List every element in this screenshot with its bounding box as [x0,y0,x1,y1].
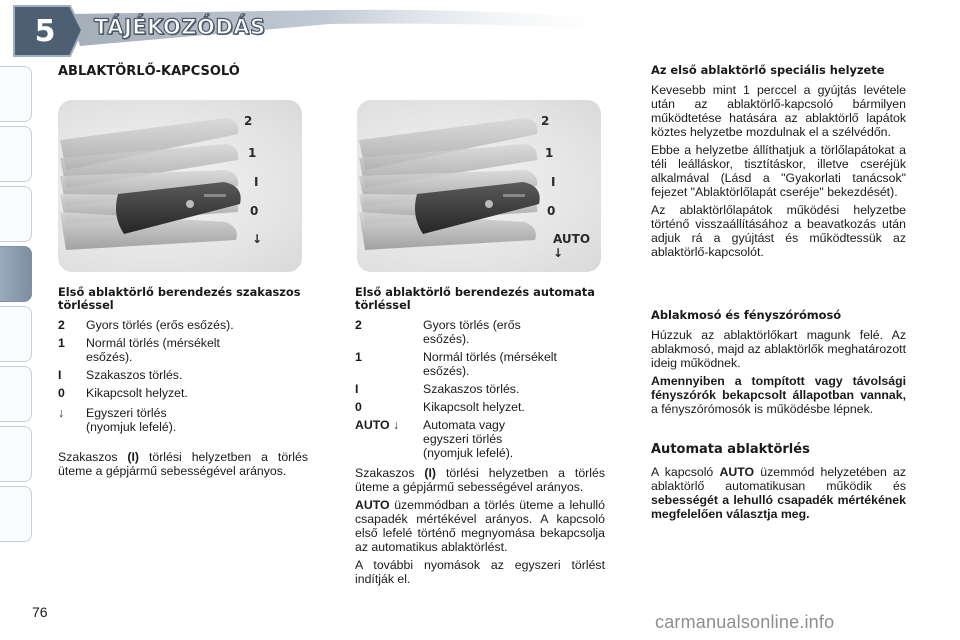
chapter-tab-strip [0,58,40,588]
chapter-tab[interactable] [0,486,32,542]
position-label-1: 1 [545,146,554,160]
item-key: 1 [355,350,362,364]
special-paragraph: Az ablaktörlőlapátok működési helyzetbe történő visszaállításához a beavatkozás után adjuk rá a gyújtást és működtessük az ablaktörlő-kapcsolót. [651,203,906,259]
chapter-tab[interactable] [0,426,32,482]
item-key: 0 [58,386,65,400]
intermittent-note: Szakaszos (I) törlési helyzetben a törlés üteme a gépjármű sebességével arányos. [355,466,605,494]
position-label-0: 0 [250,204,259,218]
chapter-tab[interactable] [0,306,32,362]
item-text: Kikapcsolt helyzet. [423,400,525,414]
column-heading: Első ablaktörlő berendezés automata törléssel [355,285,595,312]
column-heading: Első ablaktörlő berendezés szakaszos törléssel [58,285,301,312]
item-text: Szakaszos törlés. [423,382,520,396]
item-text: Gyors törlés (erős esőzés). [86,318,234,332]
position-label-0: 0 [547,204,556,218]
section-title: ABLAKTÖRLŐ-KAPCSOLÓ [58,64,240,79]
list-item [58,386,308,400]
washer-paragraph: Húzzuk az ablaktörlőkart magunk felé. Az ablakmosó, majd az ablaktörlők meghatározott ideig működnek. [651,328,906,370]
special-position-heading: Az első ablaktörlő speciális helyzete [651,63,885,77]
intermittent-note: Szakaszos (I) törlési helyzetben a törlés üteme a gépjármű sebességével arányos. [58,450,308,478]
washer-heading: Ablakmosó és fényszórómosó [651,308,842,322]
list-item [58,406,308,434]
chapter-title: TÁJÉKOZÓDÁS [94,15,266,39]
auto-wiping-paragraph: A kapcsoló AUTO üzemmód helyzetében az ablaktörlő automatikusan működik és sebességét a lehulló csapadék mértékének megfelelően választja meg. [651,465,907,521]
item-text: Szakaszos törlés. [86,368,183,382]
list-item [355,350,605,378]
auto-wiping-heading: Automata ablaktörlés [651,442,810,457]
special-paragraph: Ebbe a helyzetbe állíthatjuk a törlőlapátokat a téli leálláskor, tisztításkor, illetve cseréjük alkalmával (Lásd a "Gyakorlati tanácsok" fejezet "Ablaktörlőlapát cseréje" bekezdését). [651,143,906,199]
position-label-i: I [254,175,259,189]
chapter-tab-active[interactable] [0,246,32,302]
chapter-badge [22,12,68,52]
list-item [58,336,308,364]
page-number: 76 [32,604,48,620]
chapter-tab[interactable] [0,66,32,122]
item-text: Gyors törlés (erős esőzés). [423,318,521,346]
item-text: Normál törlés (mérsékelt esőzés). [86,336,220,364]
wiper-stalk-drawing [58,100,302,272]
position-label-auto: AUTO ↓ [553,232,591,260]
item-text: Kikapcsolt helyzet. [86,386,188,400]
list-item [58,368,308,382]
list-item [355,400,605,414]
item-key: I [355,382,359,396]
item-key: 2 [58,318,65,332]
auto-mode-note: AUTO üzemmódban a törlés üteme a lehulló csapadék mértékével arányos. A kapcsoló első lefelé történő megnyomása bekapcsolja az automatikus ablaktörlést. [355,498,605,554]
wiper-stalk-illustration-intermittent [58,100,302,272]
column-right [651,64,906,525]
position-label-2: 2 [244,114,253,128]
chapter-tab[interactable] [0,366,32,422]
item-key: 2 [355,318,362,332]
column-intermittent [58,286,308,482]
column-automatic [355,286,605,590]
watermark: carmanualsonline.info [655,612,835,632]
wiper-stalk-illustration-auto [357,100,601,272]
item-text: Egyszeri törlés (nyomjuk lefelé). [86,406,177,434]
list-item [58,318,308,332]
special-paragraph: Kevesebb mint 1 perccel a gyújtás levétele után az ablaktörlő-kapcsoló bármilyen működtetése hatására az ablaktörlő lapátok köztes helyzetbe mozdulnak el a szélvédőn. [651,83,906,139]
item-text: Automata vagy egyszeri törlés (nyomjuk lefelé). [423,418,514,460]
chapter-tab[interactable] [0,126,32,182]
further-presses-note: A további nyomások az egyszeri törlést indítják el. [355,558,605,586]
item-key: 0 [355,400,362,414]
item-key: 1 [58,336,65,350]
list-item [355,418,605,460]
position-label-single: ↓ [252,232,263,246]
position-label-1: 1 [248,146,257,160]
position-label-i: I [551,175,556,189]
item-key-auto: AUTO ↓ [355,418,400,432]
chapter-tab[interactable] [0,186,32,242]
arrow-down-icon: ↓ [58,406,65,420]
chapter-number: 5 [34,14,56,49]
position-label-2: 2 [541,114,550,128]
list-item [355,318,605,346]
list-item [355,382,605,396]
item-text: Normál törlés (mérsékelt esőzés). [423,350,557,378]
washer-paragraph: Amennyiben a tompított vagy távolsági fényszórók bekapcsolt állapotban vannak, a fényszórómosók is működésbe lépnek. [651,374,906,416]
item-key: I [58,368,62,382]
